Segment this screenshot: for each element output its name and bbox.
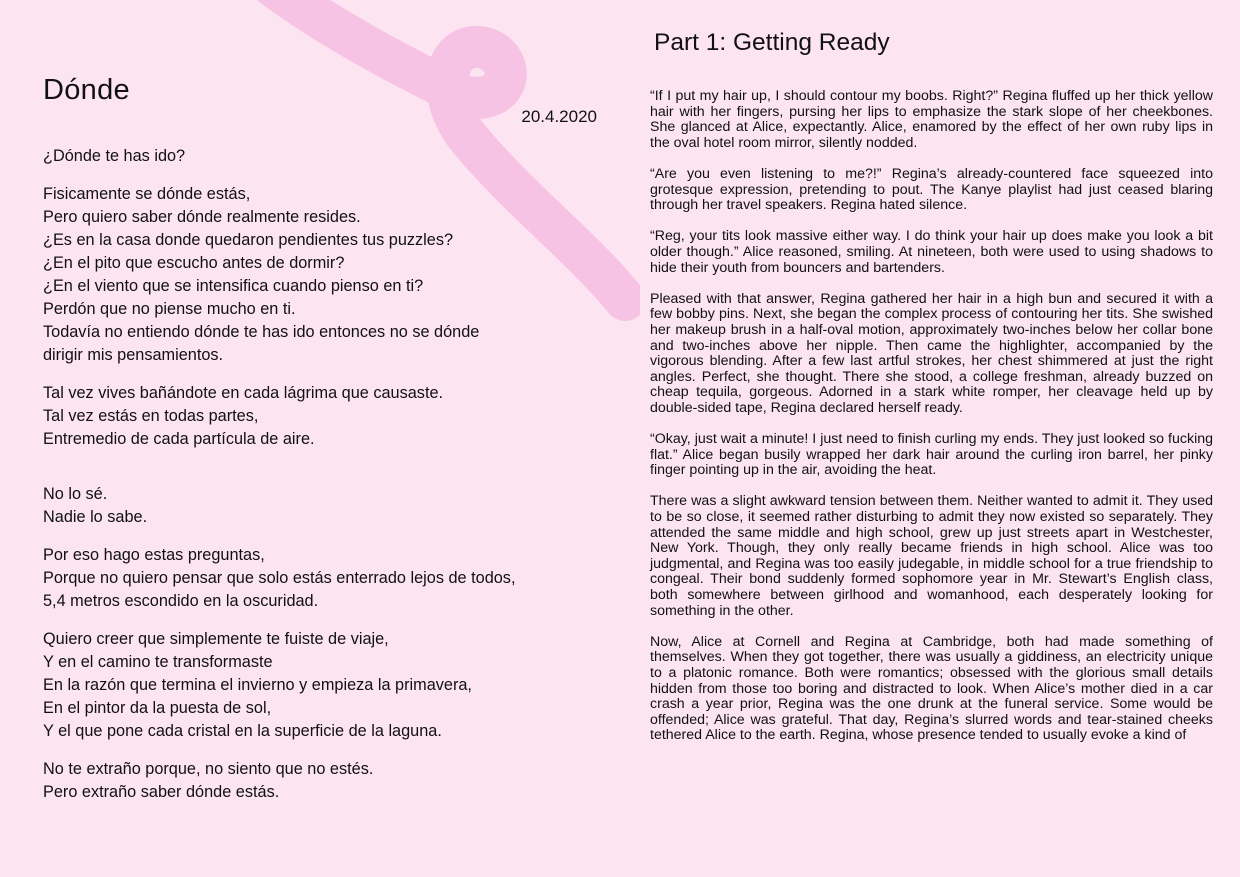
poem-line: No lo sé. [43, 485, 108, 503]
poem-date: 20.4.2020 [521, 107, 597, 126]
story-title: Part 1: Getting Ready [654, 29, 890, 56]
poem-line: Y en el camino te transformaste [43, 653, 273, 671]
poem-line: dirigir mis pensamientos. [43, 346, 224, 364]
poem-line: 5,4 metros escondido en la oscuridad. [43, 592, 319, 610]
stanza [43, 628, 603, 743]
story-paragraph: “Are you even listening to me?!” Regina’s already-countered face squeezed into grotesque expression, pretending to pout. The Kanye playlist had just ceased blaring through her travel speakers. Regina hated silence. [650, 165, 1213, 214]
poem-line: No te extraño porque, no siento que no estés. [43, 760, 374, 778]
poem-line: Fisicamente se dónde estás, [43, 185, 251, 203]
story-paragraph: Pleased with that answer, Regina gathered her hair in a high bun and secured it with a few bobby pins. Next, she began the complex process of contouring her tits. She swished her makeup brush in a half-oval motion, approximately two-inches below her collar bone and two-inches above her nipple. Then came the highlighter, accompanied by the vigorous blending. After a few last artful strokes, her chest shimmered at just the right angles. Perfect, she thought. There she stood, a college freshman, already buzzed on cheap tequila, gorgeous. Adorned in a stark white romper, her cleavage held up by double-sided tape, Regina declared herself ready. [650, 290, 1213, 416]
poem-line: Quiero creer que simplemente te fuiste de viaje, [43, 630, 389, 648]
poem-line: Porque no quiero pensar que solo estás enterrado lejos de todos, [43, 569, 516, 587]
poem-line: En el pintor da la puesta de sol, [43, 699, 272, 717]
poem-line: Por eso hago estas preguntas, [43, 546, 265, 564]
poem-line: Nadie lo sabe. [43, 508, 148, 526]
poem-line: Todavía no entiendo dónde te has ido entonces no se dónde [43, 323, 480, 341]
story-paragraph: There was a slight awkward tension between them. Neither wanted to admit it. They used to be so close, it seemed rather disturbing to admit they now existed so separately. They attended the same middle and high school, grew up just streets apart in Westchester, New York. Though, they only really became friends in high school. Alice was too judgmental, and Regina was too easily judegable, in middle school for a true friendship to congeal. Their bond suddenly formed sophomore year in Mr. Stewart’s English class, both somewhere between girlhood and womanhood, each desperately looking for something in the other. [650, 493, 1213, 619]
poem-line: Entremedio de cada partícula de aire. [43, 430, 315, 448]
poem-line: Perdón que no piense mucho en ti. [43, 300, 296, 318]
poem-line: ¿Dónde te has ido? [43, 147, 186, 165]
story-paragraph: “Okay, just wait a minute! I just need to finish curling my ends. They just looked so fucking flat.” Alice began busily wrapped her dark hair around the curling iron barrel, her pinky finger pointing up in the air, avoiding the heat. [650, 431, 1213, 479]
poem-body [43, 145, 603, 819]
story-paragraph: Now, Alice at Cornell and Regina at Cambridge, both had made something of themselves. When they got together, there was usually a giddiness, an electricity unique to a platonic romance. Both were romantics; obsessed with the glorious small details hidden from those too boring and distracted to look. When Alice’s mother died in a car crash a year prior, Regina was the one drunk at the funeral service. Some would be offended; Alice was grateful. That day, Regina’s slurred words and tear-stained cheeks tethered Alice to the earth. Regina, whose presence tended to usually evoke a kind of [650, 633, 1213, 744]
stanza [43, 544, 603, 613]
poem-title: Dónde [43, 74, 130, 106]
stanza [43, 145, 603, 168]
right-page [650, 0, 1213, 877]
poem-line: Tal vez estás en todas partes, [43, 407, 259, 425]
poem-line: Tal vez vives bañándote en cada lágrima que causaste. [43, 384, 444, 402]
poem-line: Pero extraño saber dónde estás. [43, 783, 280, 801]
stanza [43, 183, 603, 367]
story-paragraph: “If I put my hair up, I should contour my boobs. Right?” Regina fluffed up her thick yellow hair with her fingers, pursing her lips to emphasize the stark slope of her cheekbones. She glanced at Alice, expectantly. Alice, enamored by the effect of her own ruby lips in the oval hotel room mirror, silently nodded. [650, 88, 1213, 151]
story-paragraph: “Reg, your tits look massive either way. I do think your hair up does make you look a bit older though.” Alice reasoned, smiling. At nineteen, both were used to using shadows to hide their youth from bouncers and bartenders. [650, 228, 1213, 276]
poem-line: Pero quiero saber dónde realmente resides. [43, 208, 361, 226]
poem-line: ¿Es en la casa donde quedaron pendientes tus puzzles? [43, 231, 454, 249]
poem-line: En la razón que termina el invierno y empieza la primavera, [43, 676, 472, 694]
poem-line: ¿En el pito que escucho antes de dormir? [43, 254, 345, 272]
poem-line: ¿En el viento que se intensifica cuando pienso en ti? [43, 277, 424, 295]
story-body [650, 89, 1213, 760]
stanza [43, 483, 603, 529]
stanza [43, 382, 603, 451]
stanza [43, 758, 603, 804]
poem-line: Y el que pone cada cristal en la superficie de la laguna. [43, 722, 442, 740]
